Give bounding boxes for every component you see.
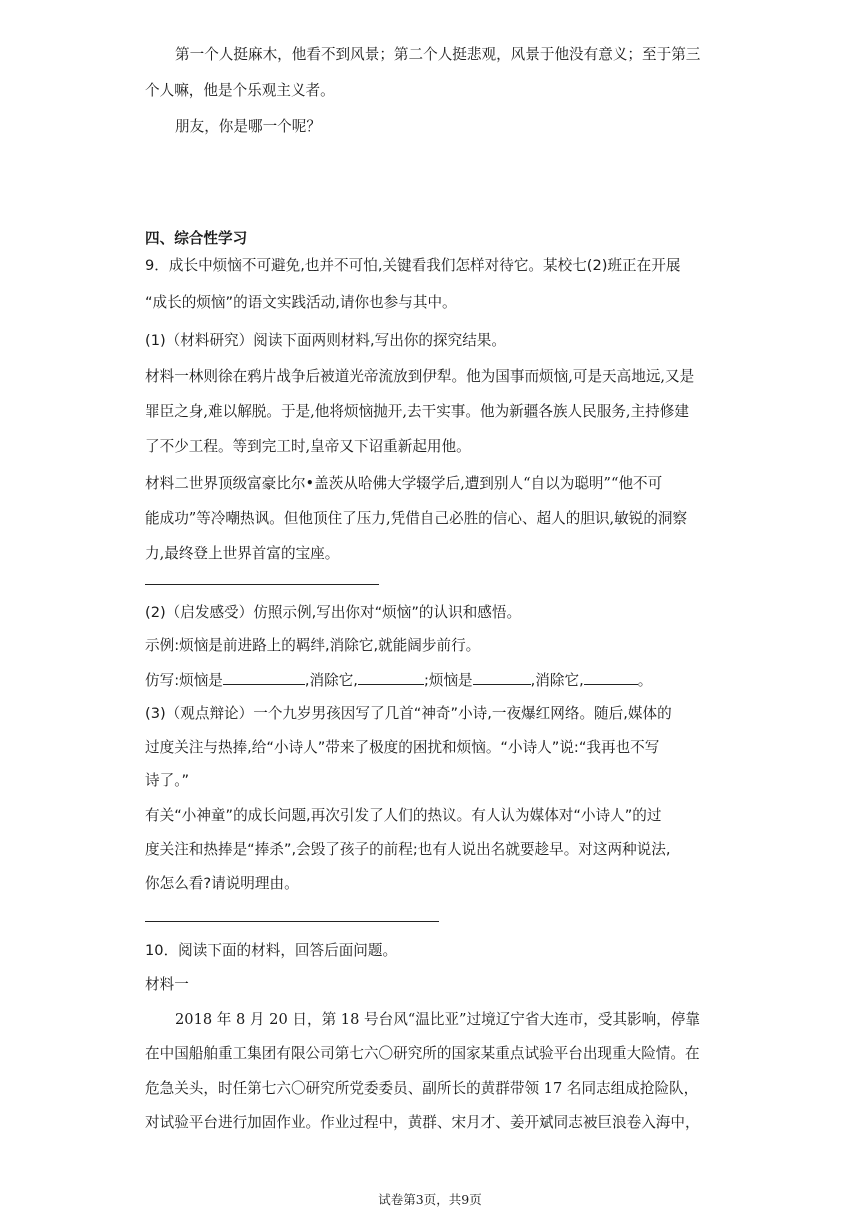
answer-line[interactable] [145,584,379,585]
q10-material-line: 在中国船舶重工集团有限公司第七六〇研究所的国家某重点试验平台出现重大险情。在 [145,1045,700,1062]
q10-material-line: 危急关头，时任第七六〇研究所党委委员、副所长的黄群带领 17 名同志组成抢险队， [145,1080,699,1097]
material-1-line: 材料一林则徐在鸦片战争后被道光帝流放到伊犁。他为国事而烦恼,可是天高地远,又是 [145,368,695,385]
paragraph-line: 朋友，你是哪一个呢？ [175,118,321,135]
material-2-line: 力,最终登上世界首富的宝座。 [145,545,340,562]
q9-part3-line: 诗了。” [145,772,190,789]
q9-stem-line: “成长的烦恼”的语文实践活动,请你也参与其中。 [145,294,457,311]
fill-blank[interactable] [584,670,638,685]
paragraph-line: 第一个人挺麻木，他看不到风景；第二个人挺悲观，风景于他没有意义；至于第三 [175,46,701,63]
imitate-text: ,消除它, [304,672,358,689]
q9-part3-line: 过度关注与热捧,给“小诗人”带来了极度的困扰和烦恼。“小诗人”说:“我再也不写 [145,739,660,756]
q9-part3-line: 度关注和热捧是“捧杀”,会毁了孩子的前程;也有人说出名就要趁早。对这两种说法, [145,841,671,858]
paragraph-line: 个人嘛，他是个乐观主义者。 [145,82,335,99]
material-2-line: 能成功”等冷嘲热讽。但他顶住了压力,凭借自己必胜的信心、超人的胆识,敏锐的洞察 [145,510,688,527]
page-footer: 试卷第3页，共9页 [378,1192,482,1207]
q9-part1: (1)（材料研究）阅读下面两则材料,写出你的探究结果。 [145,332,506,349]
imitate-text: ,消除它, [530,672,584,689]
q10-material-line: 2018 年 8 月 20 日，第 18 号台风“温比亚”过境辽宁省大连市，受其影响，停靠 [175,1011,700,1028]
imitate-text: 。 [637,672,653,689]
material-1-line: 罪臣之身,难以解脱。于是,他将烦恼抛开,去干实事。他为新疆各族人民服务,主持修建 [145,403,689,420]
fill-blank[interactable] [358,670,424,685]
q9-part3-line: 你怎么看?请说明理由。 [145,875,299,892]
q9-imitate [145,670,652,691]
material-2-line: 材料二世界顶级富豪比尔•盖茨从哈佛大学辍学后,遭到别人“自以为聪明”“他不可 [145,475,663,492]
q9-part3-line: 有关“小神童”的成长问题,再次引发了人们的热议。有人认为媒体对“小诗人”的过 [145,807,662,824]
fill-blank[interactable] [473,670,531,685]
imitate-text: 仿写:烦恼是 [145,672,223,689]
fill-blank[interactable] [223,670,305,685]
answer-line[interactable] [145,921,439,922]
q10-material-label: 材料一 [145,976,189,993]
q9-part3-line: (3)（观点辩论）一个九岁男孩因写了几首“神奇”小诗,一夜爆红网络。随后,媒体的 [145,705,672,722]
material-1-line: 了不少工程。等到完工时,皇帝又下诏重新起用他。 [145,438,471,455]
q9-part2: (2)（启发感受）仿照示例,写出你对“烦恼”的认识和感悟。 [145,604,522,621]
imitate-text: ;烦恼是 [423,672,473,689]
q9-stem-line: 9．成长中烦恼不可避免,也并不可怕,关键看我们怎样对待它。某校七(2)班正在开展 [145,257,681,274]
q9-example: 示例:烦恼是前进路上的羁绊,消除它,就能阔步前行。 [145,637,481,654]
q10-stem: 10．阅读下面的材料，回答后面问题。 [145,942,398,959]
q10-material-line: 对试验平台进行加固作业。作业过程中，黄群、宋月才、姜开斌同志被巨浪卷入海中， [145,1114,700,1131]
section-heading: 四、综合性学习 [145,230,248,247]
